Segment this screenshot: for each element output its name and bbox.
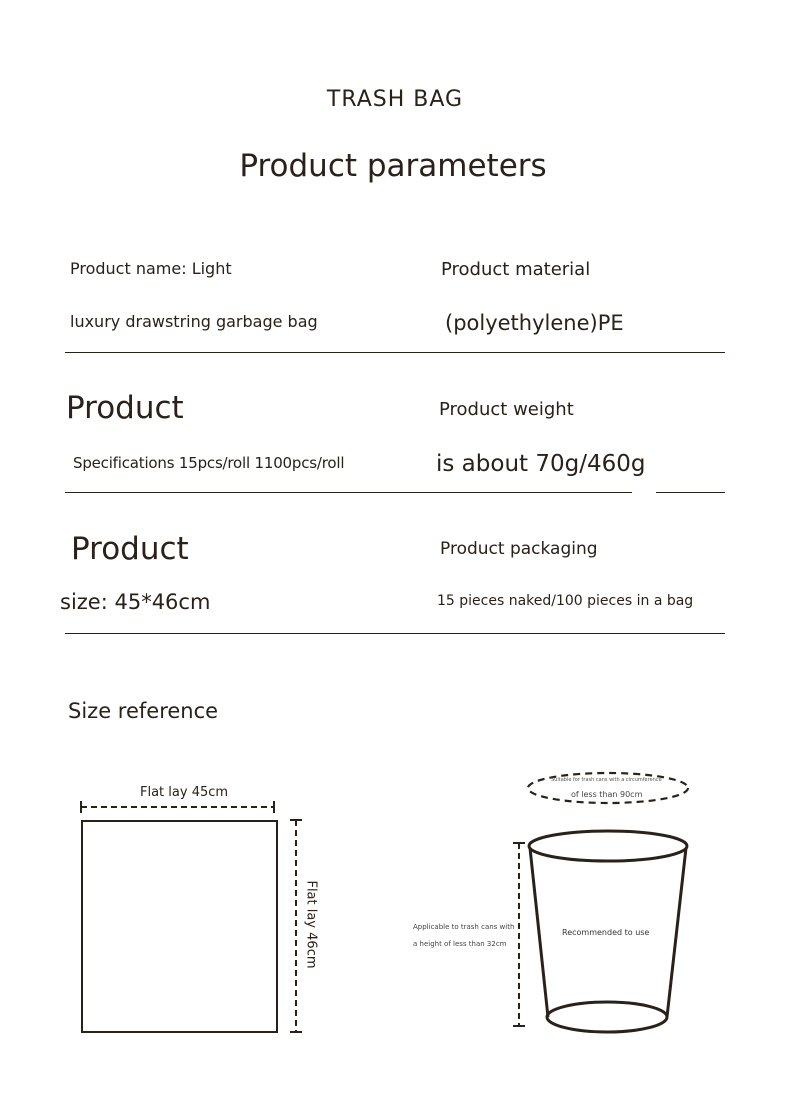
product-material-value: (polyethylene)PE [445,311,624,335]
can-circumference-ellipse [524,770,692,806]
product-name-label: Product name: Light [70,259,232,278]
divider-row2-left [65,492,632,493]
divider-row2-right [656,492,725,493]
product-weight-label: Product weight [439,399,574,420]
bag-height-label: Flat lay 46cm [303,880,319,969]
flat-bag-shape [81,820,278,1033]
divider-row3 [65,633,725,634]
brand-title: TRASH BAG [326,87,464,112]
can-circumference-text-line2: of less than 90cm [571,790,643,799]
product-material-label: Product material [441,259,591,280]
can-height-dimension-line [512,840,526,1030]
divider-row1 [65,352,725,353]
product-weight-value: is about 70g/460g [436,451,646,477]
bag-width-dimension-line [78,800,278,814]
bag-height-dimension-line [289,818,303,1034]
bag-width-label: Flat lay 45cm [140,785,229,800]
product-size-label: Product [71,531,189,567]
page-title: Product parameters [239,148,547,184]
product-spec-value: Specifications 15pcs/roll 1100pcs/roll [73,454,345,472]
can-circumference-text-line1: Suitable for trash cans with a circumference [551,777,662,783]
size-reference-heading: Size reference [68,699,219,723]
product-spec-label: Product [66,390,184,426]
can-center-label: Recommended to use [562,928,650,937]
product-size-value: size: 45*46cm [60,590,211,614]
product-packaging-label: Product packaging [440,539,598,559]
product-packaging-value: 15 pieces naked/100 pieces in a bag [437,593,694,609]
can-height-text-line2: a height of less than 32cm [413,940,507,948]
can-height-text-line1: Applicable to trash cans with [413,923,515,931]
product-name-value: luxury drawstring garbage bag [70,312,318,331]
